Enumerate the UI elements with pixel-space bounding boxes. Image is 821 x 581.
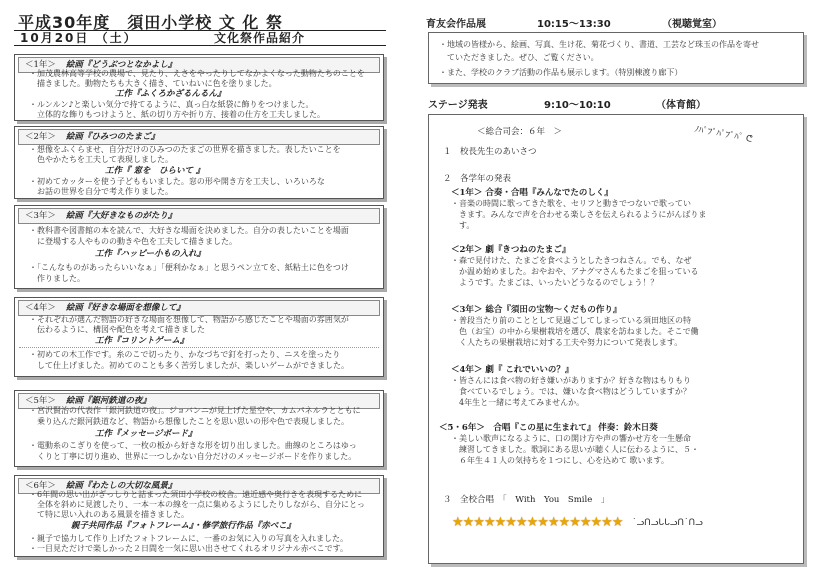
grade-label: ＜1年＞ 絵画『どうぶつとなかよし』 [25,60,177,70]
grade-box-3 [14,205,384,289]
craft-title: 工作『ハッピー小もの入れ』 [95,249,206,259]
description-line: ・宮沢賢治の代表作「銀河鉄道の夜」。ジョバンニが見上げた星空や、カムパネルラとともに [29,406,361,415]
description-line: 色やかたちを工夫して表現しました。 [29,155,173,164]
description-line: ・「こんなものがあったらいいなぁ」「便利かなぁ」と思うペン立てを、紙粘土に色をつけ [29,263,349,272]
stage-box [428,114,804,564]
description-line: ・それぞれが選んだ物語の好きな場面を想像して、物語から感じたことや場面の雰囲気が [29,315,349,324]
description-line: ・一目見ただけで楽しかった２日間を一気に思い出させてくれるオリジナル赤べこです。 [29,544,348,553]
description-line: 作りました。 [29,274,85,283]
performance-line: 食べているでしょう。では、嫌いな食べ物はどうしていますか？ [451,387,691,396]
program-item-3: ３ 全校合唱 「 With You Smile 」 [443,495,610,505]
subtitle: 文化祭作品紹介 [214,31,306,45]
performance-line: ・森で見付けた、たまごを食べようとしたきつねさん。でも、なぜ [451,256,692,265]
performance-line: ・普段当たり前のこととして見過ごしてしまっている須田地区の特 [451,316,691,325]
stage-title: ステージ発表 [428,100,488,111]
decorative-squiggle-top: ﾉﾊﾟﾌﾟﾊﾟﾌﾟﾊﾟ ᕦ [693,124,754,146]
performance-line: ・音楽の時間に歌ってきた歌を、セリフと動きでつないで歌ってい [451,199,691,208]
exhibit-title: 育友会作品展 [426,19,486,30]
performance-line: 色（お宝）の中から果樹栽培を選び、農家を訪ねました。そこで働 [451,327,699,336]
craft-title: 工作『ふくろかざるんるん』 [115,89,226,99]
grade-label: ＜6年＞ 絵画『わたしの大切な風景』 [25,481,177,491]
description-line: ・ルンルン♪と楽しい気分で持てるように、真っ白な紙袋に飾りをつけました。 [29,100,314,109]
description-line: に登場する人やものの動きや色を工夫して描きました。 [29,237,237,246]
performance-line: す。 [451,221,475,230]
performance-line: 練習してきました。歌詞にある思いが聴く人に伝わるように、５・ [451,445,699,454]
exhibit-line: ていただきました。ぜひ、ご覧ください。 [439,53,599,62]
exhibit-place: （視聴覚室） [662,19,722,30]
craft-title: 工作『メッセージボード』 [95,429,197,439]
description-line: ・想像をふくらませ、自分だけのひみつのたまごの世界を描きました。表したいことを [29,145,341,154]
description-line: ・教科書や図書館の本を読んで、大好きな場面を決めました。自分の表したいことを場面 [29,226,349,235]
performance-line: ・美しい歌声になるように、口の開け方や声の響かせ方を一生懸命 [451,434,691,443]
description-line: お話の世界を自分で考え作りました。 [29,187,173,196]
description-line: 伝わるように、構図や配色を考えて描きました [29,325,205,334]
description-line: ・親子で協力して作り上げたフォトフレームに、一番のお気に入りの写真を入れました。 [29,534,349,543]
performance-line: ６年生４１人の気持ちを１つにし、心を込めて 歌います。 [451,456,669,465]
description-line: ・初めての木工作です。糸のこで切ったり、かなづちで釘を打ったり、ニスを塗ったり [29,350,341,359]
divider [19,347,379,348]
performance-head: ＜3年＞ 総合『須田の宝物～くだもの作り』 [451,305,622,315]
exhibit-box [428,32,804,84]
description-line: して仕上げました。初めてのことも多く苦労しましたが、楽しいゲームができました。 [29,361,349,370]
grade-label: ＜3年＞ 絵画『大好きなものがたり』 [25,211,177,221]
performance-line: 4年生と一緒に考えてみませんか。 [451,398,585,407]
exhibit-line: ・また、学校のクラブ活動の作品も展示します。（特別棟渡り廊下） [439,68,683,77]
description-line: ・加茂農林高等学校の農場で、見たり、えさをやったりしてなかよくなった動物たちのことを [29,69,365,78]
event-date: 10月20日 （土） [20,31,138,45]
grade-label: ＜5年＞ 絵画『銀河鉄道の夜』 [25,396,151,406]
performance-head: ＜4年＞ 劇『 これでいいの？』 [451,365,574,375]
page-title: 平成30年度 須田小学校 文 化 祭 [18,13,283,32]
decorative-squiggle-bottom: ˙ᓗᑎᓗᒐᒐᓗᑎ˙ᑎᓗ [632,518,703,528]
performance-line: か温め始めました。おやおや、アナグマさんもたまごを狙っている [451,267,699,276]
grade-box-6 [14,475,384,557]
stage-time: 9:10～10:10 [544,100,611,111]
description-line: くりと丁寧に切り進め、世界に一つしかない自分だけのメッセージボードを作りました。 [29,452,357,461]
grade-label: ＜2年＞ 絵画『ひみつのたまご』 [25,132,160,142]
performance-line: ・皆さんには食べ物の好き嫌いがありますか？好きな物はもりもり [451,376,691,385]
description-line: ・初めてカッターを使う子どももいました。窓の形や開き方を工夫し、いろいろな [29,177,325,186]
craft-title: 親子共同作品『フォトフレーム』・修学旅行作品『赤べこ』 [71,521,296,531]
performance-head: ＜5・6年＞ 合唱『この星に生まれて』 伴奏：鈴木日葵 [439,423,658,433]
description-line: 全体を斜めに見渡したり、一本一本の線を一点に集めるようにしたりしながら、自分にとっ [29,500,365,509]
program-item-2: ２ 各学年の発表 [443,174,512,184]
description-line: 立体的な飾りもつけようと、紙の切り方や折り方、接着の仕方を工夫しました。 [29,110,325,119]
grade-box-4 [14,297,384,377]
grade-label: ＜4年＞ 絵画『好きな場面を想像して』 [25,303,185,313]
grade-box-1 [14,54,384,121]
description-line: て特に思い入れのある風景を描きました。 [29,510,189,519]
description-line: ・電動糸のこぎりを使って、一枚の板から好きな形を切り出しました。曲線のところはゆっ [29,441,357,450]
subtitle-bar [14,30,386,46]
description-line: 描きました。動物たちも大きく描き、ていねいに色を塗りました。 [29,79,277,88]
description-line: 乗り込んだ銀河鉄道など、物語から想像したことを思い思いの形や色で表現しました。 [29,417,349,426]
performance-line: ようです。たまごは、いったいどうなるのでしょう！？ [451,278,659,287]
description-line: ・6年間の思い出がぎっしりと詰まった須田小学校の校舎。遠近感や奥行きを表現するために [29,490,363,499]
decorative-stars: ★★★★★★★★★★★★★★★★ [452,515,623,530]
program-item-1: １ 校長先生のあいさつ [443,147,537,157]
performance-line: く人たちの果樹栽培に対する工夫や努力について発表します。 [451,338,683,347]
exhibit-line: ・地域の皆様から、絵画、写真、生け花、菊花づくり、書道、工芸など珠玉の作品を寄せ [439,40,759,49]
craft-title: 工作『 窓を ひらいて 』 [105,166,205,176]
stage-place: （体育館） [656,100,706,111]
grade-box-5 [14,390,384,467]
performance-line: きます。みんなで声を合わせる楽しさを伝えられるようにがんばりま [451,210,707,219]
performance-head: ＜1年＞ 合奏・合唱『みんなでたのしく』 [451,188,613,198]
craft-title: 工作『コリントゲーム』 [95,336,189,346]
performance-head: ＜2年＞ 劇『きつねのたまご』 [451,245,571,255]
mc-label: ＜総合司会：６年 ＞ [477,127,563,137]
exhibit-time: 10:15～13:30 [537,19,611,30]
grade-box-2 [14,126,384,199]
